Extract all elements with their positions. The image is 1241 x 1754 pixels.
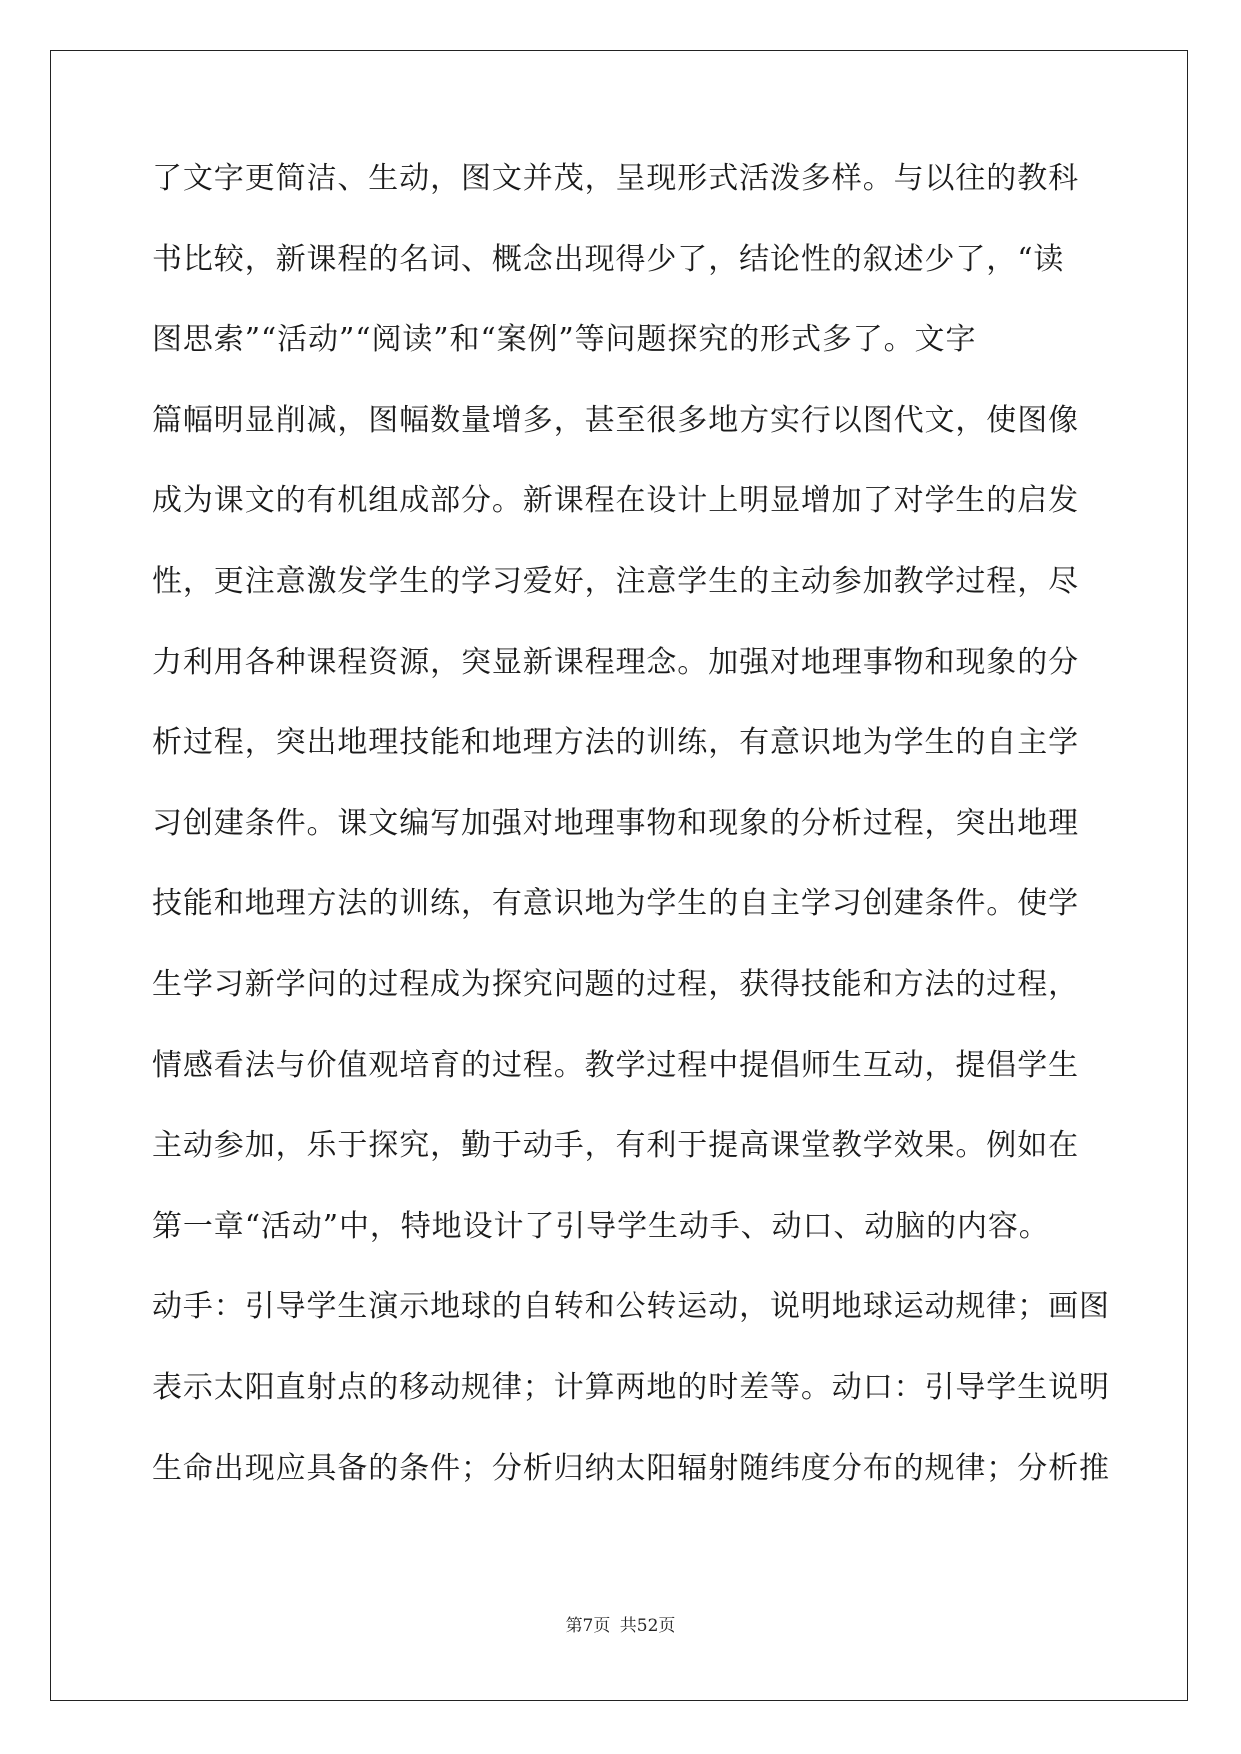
text-line: 第一章“活动”中，特地设计了引导学生动手、动口、动脑的内容。	[152, 1208, 1050, 1244]
text-line: 表示太阳直射点的移动规律；计算两地的时差等。动口：引导学生说明	[152, 1369, 1110, 1405]
text-line: 析过程，突出地理技能和地理方法的训练，有意识地为学生的自主学	[152, 725, 1079, 761]
text-line: 生学习新学问的过程成为探究问题的过程，获得技能和方法的过程，	[152, 966, 1079, 1002]
body-text	[152, 160, 1110, 1530]
text-line: 主动参加，乐于探究，勤于动手，有利于提高课堂教学效果。例如在	[152, 1128, 1079, 1164]
text-line: 力利用各种课程资源，突显新课程理念。加强对地理事物和现象的分	[152, 644, 1079, 680]
page-footer	[0, 1616, 1241, 1636]
text-line: 情感看法与价值观培育的过程。教学过程中提倡师生互动，提倡学生	[152, 1047, 1079, 1083]
text-line: 技能和地理方法的训练，有意识地为学生的自主学习创建条件。使学	[152, 886, 1079, 922]
text-line: 图思索”“活动”“阅读”和“案例”等问题探究的形式多了。文字	[152, 322, 977, 358]
text-line: 生命出现应具备的条件；分析归纳太阳辐射随纬度分布的规律；分析推	[152, 1450, 1110, 1486]
text-line: 成为课文的有机组成部分。新课程在设计上明显增加了对学生的启发	[152, 483, 1079, 519]
text-line: 习创建条件。课文编写加强对地理事物和现象的分析过程，突出地理	[152, 805, 1079, 841]
text-line: 篇幅明显削减，图幅数量增多，甚至很多地方实行以图代文，使图像	[152, 402, 1079, 438]
page-total: 共52页	[619, 1616, 676, 1636]
text-line: 动手：引导学生演示地球的自转和公转运动，说明地球运动规律；画图	[152, 1289, 1110, 1325]
text-line: 了文字更简洁、生动，图文并茂，呈现形式活泼多样。与以往的教科	[152, 161, 1079, 196]
page-number: 第7页	[565, 1616, 611, 1636]
text-line: 性，更注意激发学生的学习爱好，注意学生的主动参加教学过程，尽	[152, 563, 1079, 599]
text-line: 书比较，新课程的名词、概念出现得少了，结论性的叙述少了，“读	[152, 241, 1065, 277]
